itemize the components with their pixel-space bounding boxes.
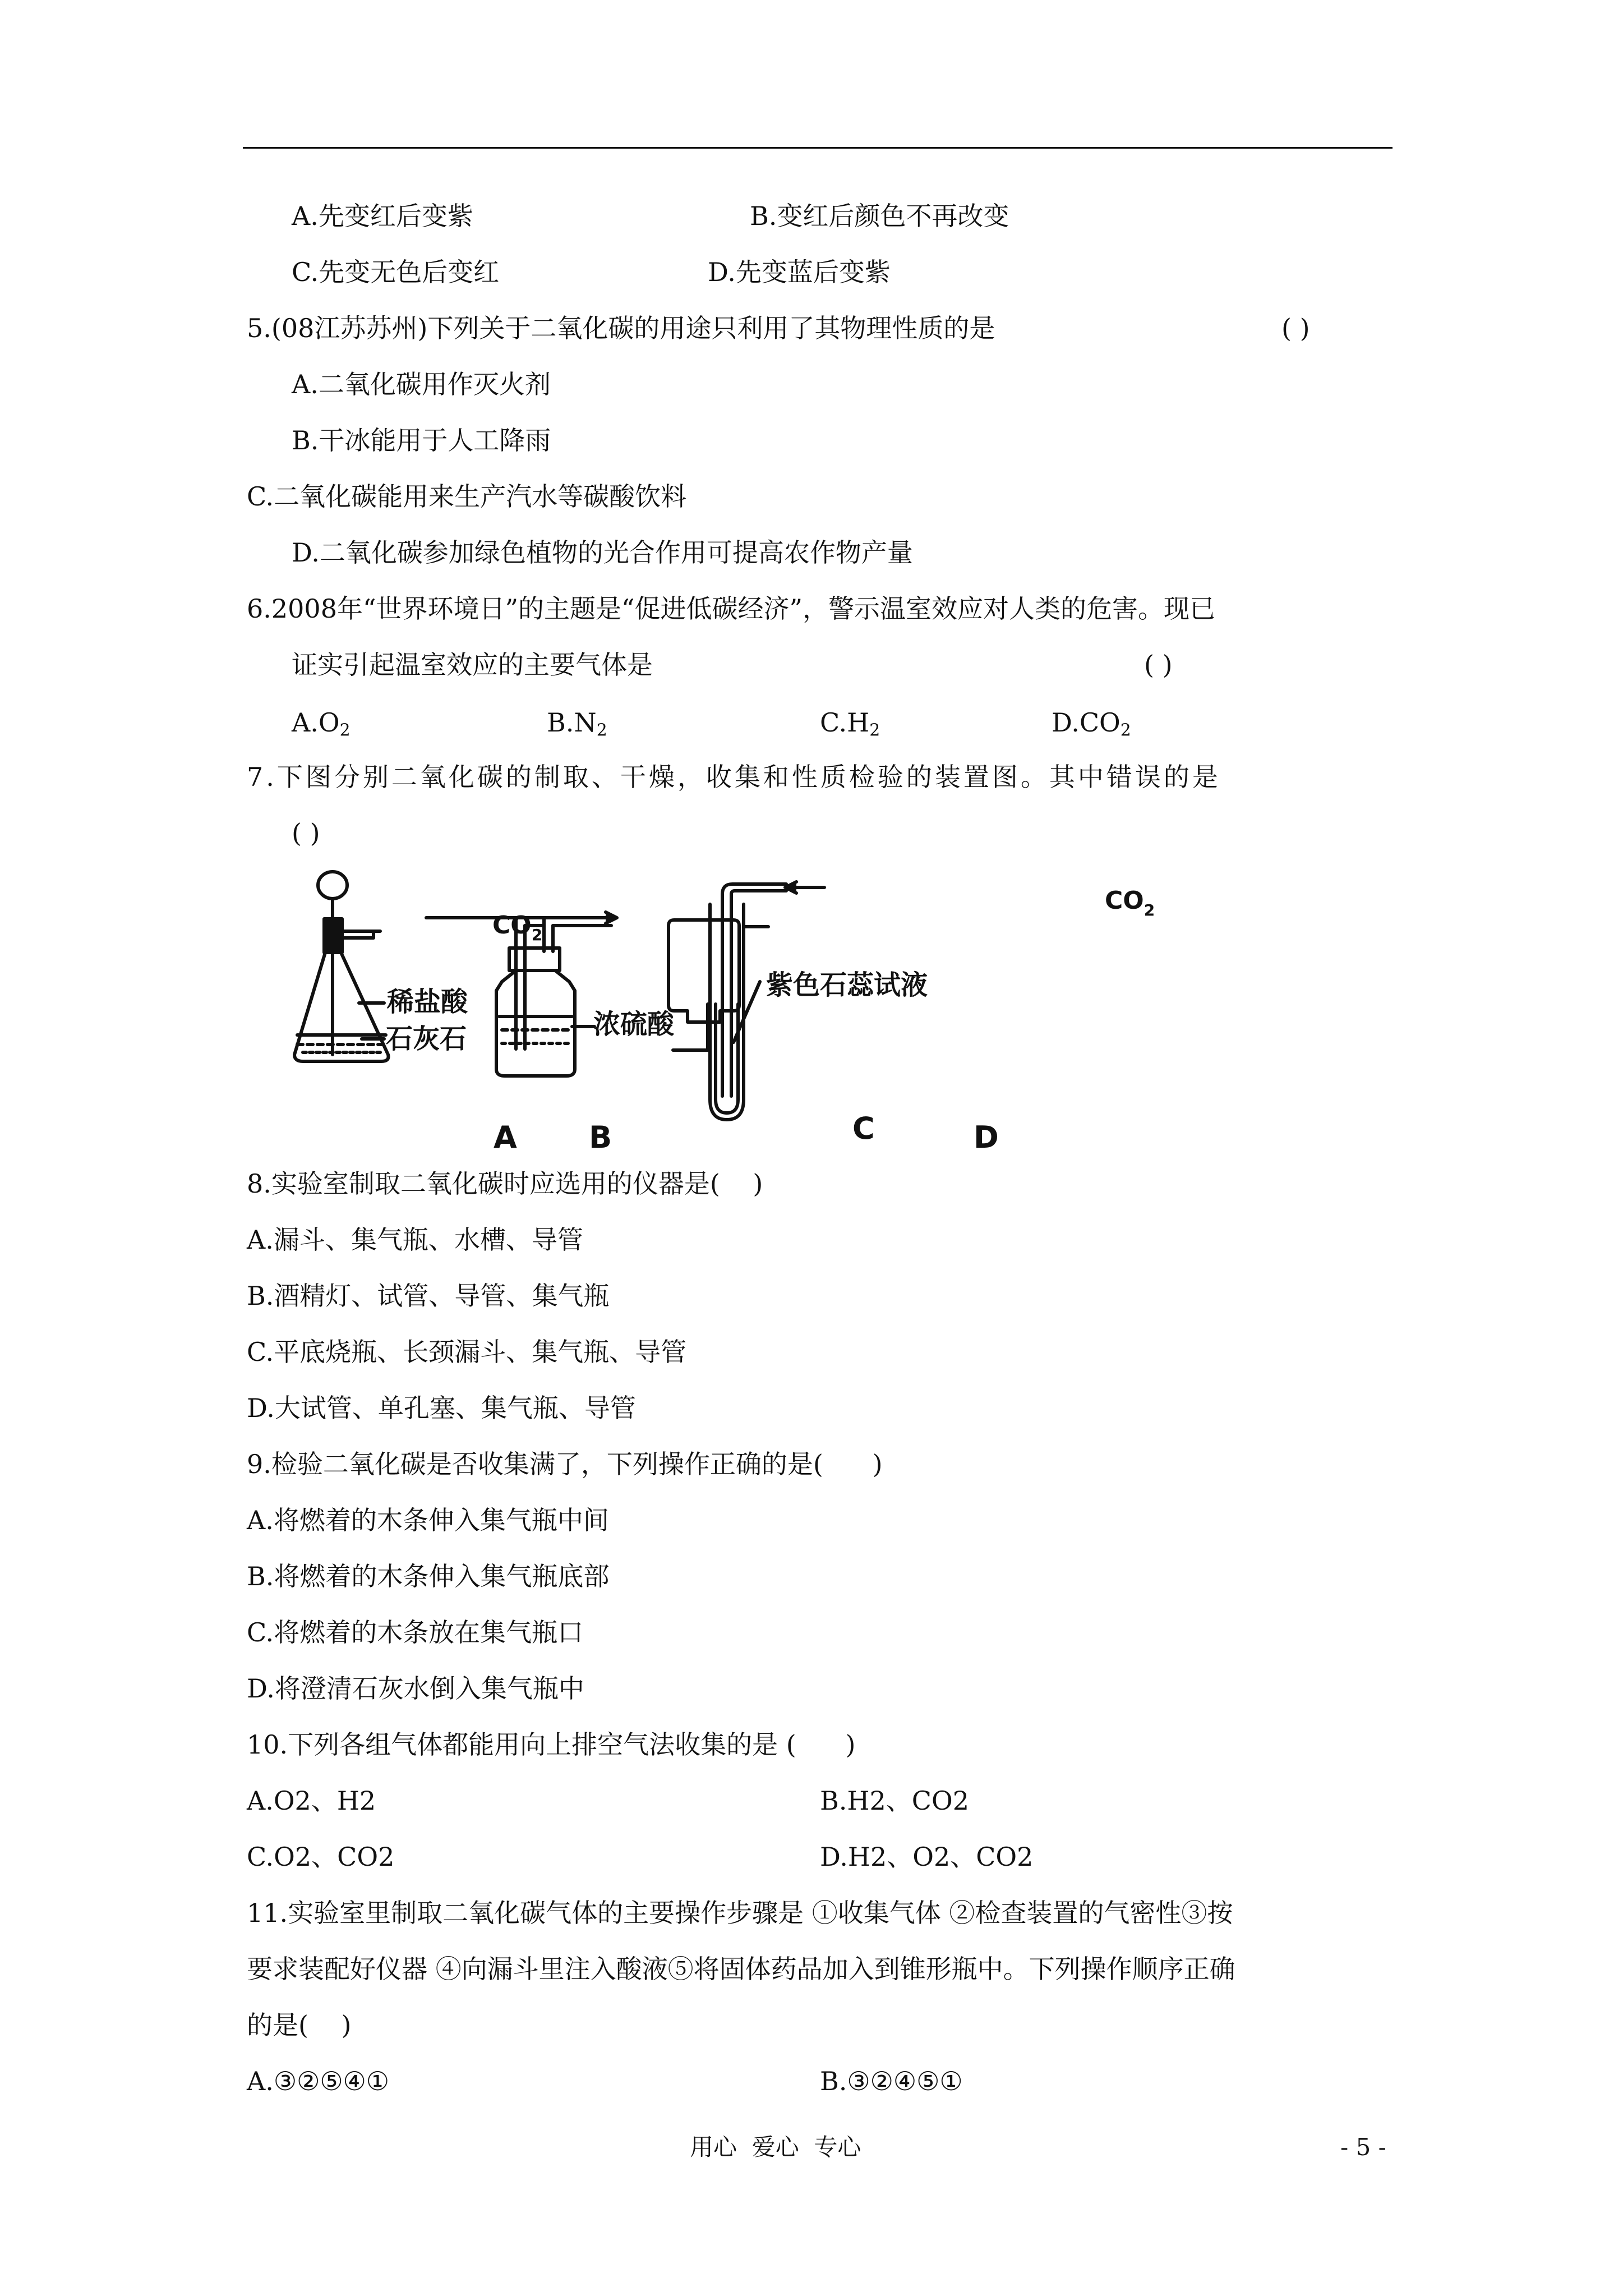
footer-motto: 用心 爱心 专心 [690, 2133, 861, 2161]
q6-option-b: $B.N_2$ [547, 707, 607, 740]
apparatus-figure [241, 864, 1262, 1161]
label-apparatus-b: B [589, 1120, 612, 1155]
q8-stem: 8.实验室制取二氧化碳时应选用的仪器是( ) [247, 1168, 763, 1199]
q8-option-c: C.平底烧瓶、长颈漏斗、集气瓶、导管 [247, 1337, 687, 1367]
q10-option-c: C.O2、CO2 [247, 1842, 395, 1872]
q5-stem: 5.(08江苏苏州)下列关于二氧化碳的用途只利用了其物理性质的是 [247, 313, 995, 343]
label-apparatus-d: D [974, 1120, 999, 1155]
q9-option-c: C.将燃着的木条放在集气瓶口 [247, 1617, 584, 1648]
q10-option-d: D.H2、O2、CO2 [820, 1842, 1034, 1872]
label-apparatus-a: A [494, 1120, 517, 1155]
q5-option-c: C.二氧化碳能用来生产汽水等碳酸饮料 [247, 481, 687, 512]
q9-option-d: D.将澄清石灰水倒入集气瓶中 [247, 1673, 584, 1704]
apparatus-d-drawing [710, 882, 824, 1120]
q5-option-d: D.二氧化碳参加绿色植物的光合作用可提高农作物产量 [292, 537, 913, 568]
q5-option-a: A.二氧化碳用作灭火剂 [292, 369, 551, 399]
apparatus-c-drawing [668, 920, 739, 1050]
q11-option-a: A.③②⑤④① [247, 2066, 390, 2096]
page-number: - 5 - [1340, 2133, 1386, 2161]
label-litmus: 紫色石蕊试液 [766, 969, 928, 1001]
q6-option-c: $C.H_2$ [820, 707, 880, 740]
q6-stem-line1: 6.2008年“世界环境日”的主题是“促进低碳经济”，警示温室效应对人类的危害。现已 [247, 593, 1216, 624]
q11-stem-line2: 要求装配好仪器 ④向漏斗里注入酸液⑤将固体药品加入到锥形瓶中。下列操作顺序正确 [247, 1954, 1235, 1984]
q4-option-c: C.先变无色后变红 [292, 257, 500, 287]
q11-stem-line3: 的是( ) [247, 2010, 352, 2040]
q10-option-a: A.O2、H2 [247, 1786, 376, 1816]
q8-option-a: A.漏斗、集气瓶、水槽、导管 [247, 1225, 583, 1255]
header-rule [243, 147, 1393, 149]
label-apparatus-c: C [852, 1111, 875, 1146]
q8-option-b: B.酒精灯、试管、导管、集气瓶 [247, 1281, 610, 1311]
q6-stem-line2: 证实引起温室效应的主要气体是 [292, 650, 653, 680]
apparatus-a-drawing [294, 872, 389, 1061]
q10-option-b: B.H2、CO2 [820, 1786, 969, 1816]
q10-stem: 10.下列各组气体都能用向上排空气法收集的是 ( ) [247, 1729, 856, 1760]
q8-option-d: D.大试管、单孔塞、集气瓶、导管 [247, 1393, 636, 1423]
q6-option-a: $A.O_2$ [292, 707, 351, 740]
q4-option-a: A.先变红后变紫 [292, 201, 473, 231]
q7-answer-blank: ( ) [292, 818, 320, 848]
label-co2-d: $CO_2$ [1105, 886, 1155, 919]
label-co2-b: $CO_2$ [492, 911, 543, 944]
q7-stem: 7.下图分别二氧化碳的制取、干燥，收集和性质检验的装置图。其中错误的是 [247, 762, 1221, 792]
label-dilute-hcl: 稀盐酸 [387, 986, 468, 1018]
label-limestone: 石灰石 [386, 1023, 467, 1055]
q11-stem-line1: 11.实验室里制取二氧化碳气体的主要操作步骤是 ①收集气体 ②检查装置的气密性③按 [247, 1898, 1233, 1928]
q9-stem: 9.检验二氧化碳是否收集满了，下列操作正确的是( ) [247, 1449, 883, 1479]
q4-option-d: D.先变蓝后变紫 [708, 257, 891, 287]
q9-option-a: A.将燃着的木条伸入集气瓶中间 [247, 1505, 609, 1535]
q9-option-b: B.将燃着的木条伸入集气瓶底部 [247, 1561, 610, 1591]
q4-option-b: B.变红后颜色不再改变 [750, 201, 1009, 231]
label-conc-h2so4: 浓硫酸 [593, 1009, 675, 1040]
q6-option-d: $D.CO_2$ [1052, 707, 1131, 740]
q6-answer-blank: ( ) [1144, 650, 1173, 680]
q5-answer-blank: ( ) [1281, 313, 1310, 343]
q5-option-b: B.干冰能用于人工降雨 [292, 425, 551, 455]
q11-option-b: B.③②④⑤① [820, 2066, 963, 2096]
